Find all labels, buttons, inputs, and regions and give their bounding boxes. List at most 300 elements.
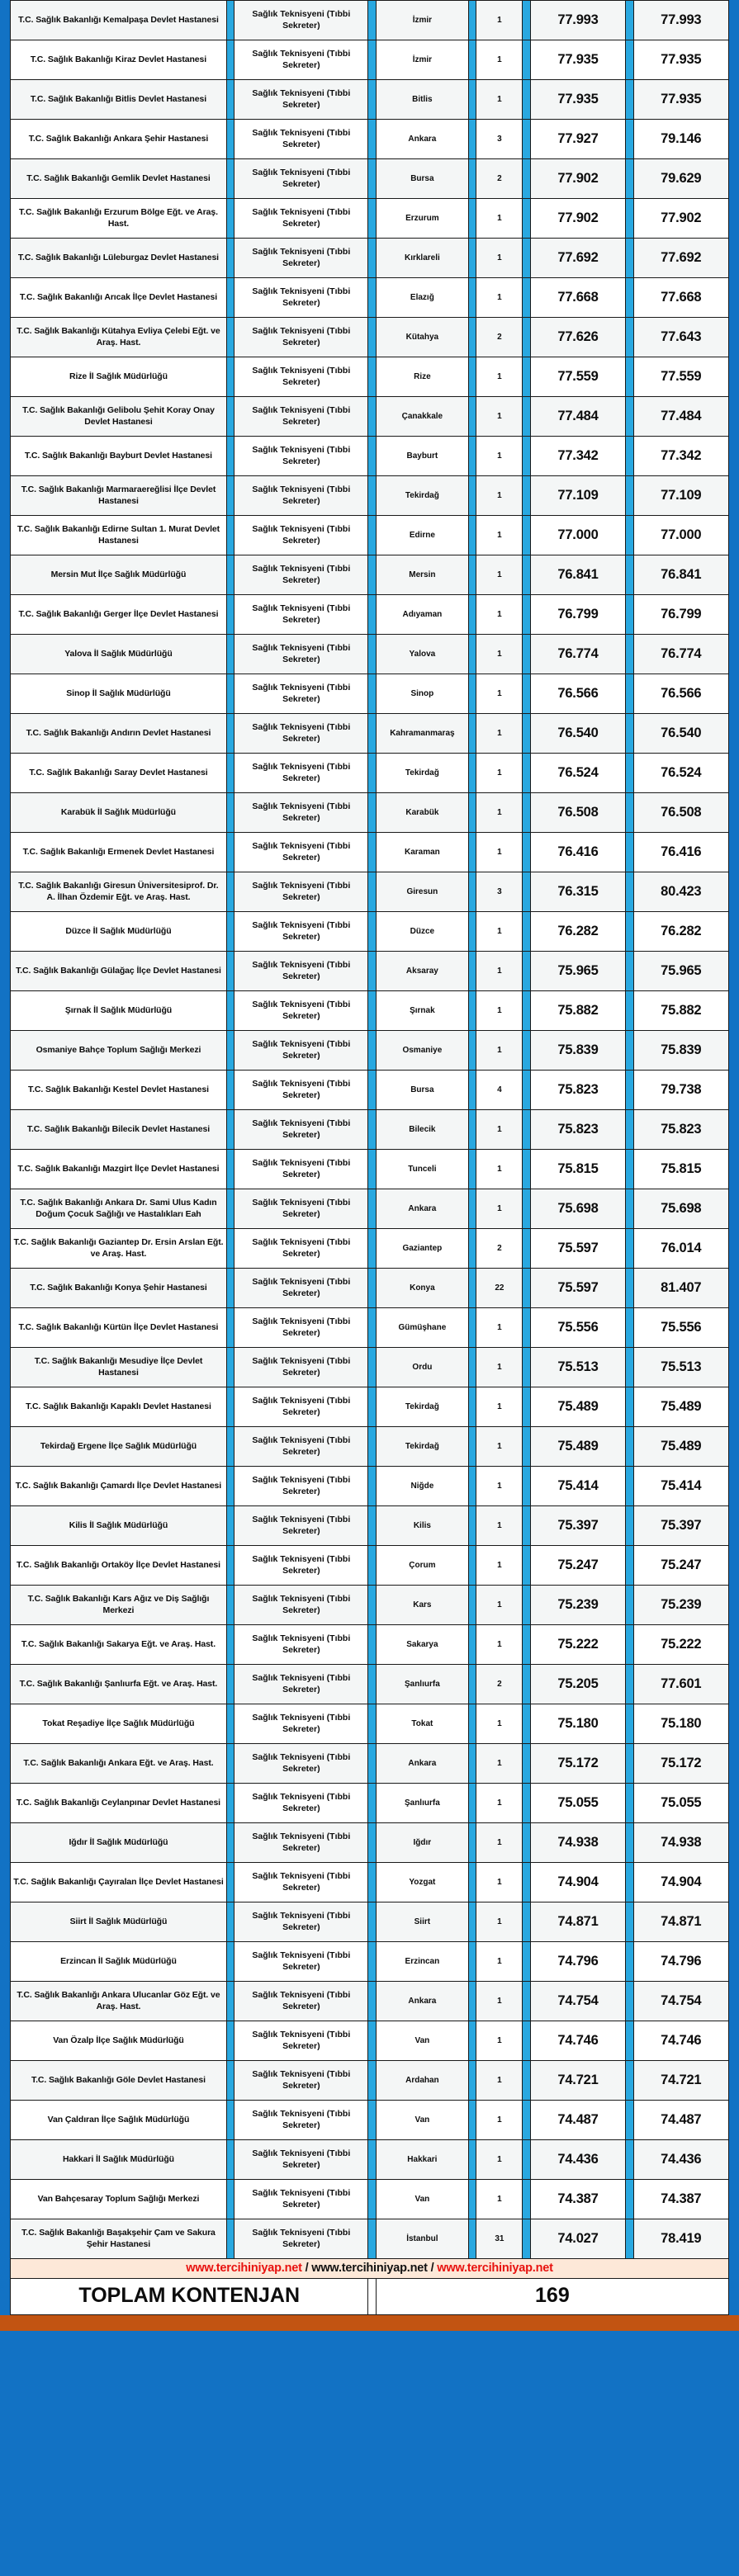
column-separator	[626, 872, 633, 912]
cell-kurum: Siirt İl Sağlık Müdürlüğü	[11, 1902, 227, 1942]
column-separator	[226, 635, 234, 674]
cell-taban-puan: 75.055	[530, 1784, 625, 1823]
column-separator	[523, 1348, 530, 1387]
column-separator	[368, 2279, 376, 2315]
cell-il: Bitlis	[376, 80, 468, 120]
column-separator	[368, 318, 376, 357]
column-separator	[368, 1625, 376, 1665]
column-separator	[368, 754, 376, 793]
table-row	[11, 2140, 729, 2180]
site-link-2[interactable]: www.tercihiniyap.net	[311, 2262, 428, 2275]
cell-il: Şanlıurfa	[376, 1665, 468, 1704]
column-separator	[626, 1546, 633, 1586]
cell-taban-puan: 77.484	[530, 397, 625, 437]
column-separator	[469, 1348, 476, 1387]
cell-kontenjan: 1	[476, 595, 523, 635]
column-separator	[226, 318, 234, 357]
column-separator	[626, 635, 633, 674]
column-separator	[226, 516, 234, 555]
cell-il: Tunceli	[376, 1150, 468, 1189]
cell-kurum: T.C. Sağlık Bakanlığı Kemalpaşa Devlet Hastanesi	[11, 1, 227, 40]
column-separator	[469, 2180, 476, 2219]
cell-tavan-puan: 77.109	[633, 476, 728, 516]
cell-kontenjan: 1	[476, 714, 523, 754]
cell-kurum: T.C. Sağlık Bakanlığı Ankara Şehir Hastanesi	[11, 120, 227, 159]
cell-tavan-puan: 75.489	[633, 1387, 728, 1427]
cell-tavan-puan: 76.282	[633, 912, 728, 952]
cell-unvan: Sağlık Teknisyeni (Tıbbi Sekreter)	[234, 2140, 368, 2180]
cell-kurum: Osmaniye Bahçe Toplum Sağlığı Merkezi	[11, 1031, 227, 1071]
column-separator	[469, 1189, 476, 1229]
cell-taban-puan: 74.027	[530, 2219, 625, 2259]
cell-kontenjan: 1	[476, 1744, 523, 1784]
table-row	[11, 754, 729, 793]
cell-kurum: T.C. Sağlık Bakanlığı Çamardı İlçe Devlet Hastanesi	[11, 1467, 227, 1506]
cell-unvan: Sağlık Teknisyeni (Tıbbi Sekreter)	[234, 1546, 368, 1586]
cell-tavan-puan: 76.540	[633, 714, 728, 754]
cell-tavan-puan: 74.387	[633, 2180, 728, 2219]
cell-kontenjan: 1	[476, 991, 523, 1031]
column-separator	[226, 1467, 234, 1506]
column-separator	[368, 516, 376, 555]
column-separator	[626, 1902, 633, 1942]
cell-tavan-puan: 74.871	[633, 1902, 728, 1942]
table-row	[11, 872, 729, 912]
column-separator	[368, 912, 376, 952]
table-row	[11, 40, 729, 80]
cell-tavan-puan: 75.180	[633, 1704, 728, 1744]
cell-il: Siirt	[376, 1902, 468, 1942]
table-row	[11, 2061, 729, 2101]
cell-kurum: T.C. Sağlık Bakanlığı Gülağaç İlçe Devlet Hastanesi	[11, 952, 227, 991]
column-separator	[523, 1902, 530, 1942]
cell-il: Elazığ	[376, 278, 468, 318]
column-separator	[626, 1427, 633, 1467]
column-separator	[626, 476, 633, 516]
cell-unvan: Sağlık Teknisyeni (Tıbbi Sekreter)	[234, 1744, 368, 1784]
column-separator	[523, 278, 530, 318]
cell-kurum: Hakkari İl Sağlık Müdürlüğü	[11, 2140, 227, 2180]
column-separator	[226, 1427, 234, 1467]
table-row	[11, 239, 729, 278]
cell-il: Rize	[376, 357, 468, 397]
column-separator	[469, 239, 476, 278]
column-separator	[469, 120, 476, 159]
column-separator	[523, 1189, 530, 1229]
column-separator	[226, 2180, 234, 2219]
table-row	[11, 1150, 729, 1189]
column-separator	[226, 674, 234, 714]
column-separator	[226, 952, 234, 991]
cell-il: Van	[376, 2180, 468, 2219]
column-separator	[469, 1229, 476, 1269]
column-separator	[523, 635, 530, 674]
column-separator	[226, 278, 234, 318]
column-separator	[523, 991, 530, 1031]
column-separator	[368, 1269, 376, 1308]
cell-tavan-puan: 74.938	[633, 1823, 728, 1863]
cell-taban-puan: 76.315	[530, 872, 625, 912]
table-row	[11, 357, 729, 397]
column-separator	[226, 1110, 234, 1150]
column-separator	[226, 476, 234, 516]
cell-kontenjan: 1	[476, 833, 523, 872]
column-separator	[626, 793, 633, 833]
cell-kurum: T.C. Sağlık Bakanlığı Ankara Eğt. ve Araş. Hast.	[11, 1744, 227, 1784]
column-separator	[523, 595, 530, 635]
cell-unvan: Sağlık Teknisyeni (Tıbbi Sekreter)	[234, 120, 368, 159]
column-separator	[226, 1902, 234, 1942]
column-separator	[626, 1625, 633, 1665]
cell-tavan-puan: 77.342	[633, 437, 728, 476]
table-row	[11, 1387, 729, 1427]
site-link-row	[11, 2259, 729, 2279]
cell-kurum: Şırnak İl Sağlık Müdürlüğü	[11, 991, 227, 1031]
column-separator	[469, 1427, 476, 1467]
cell-kontenjan: 1	[476, 1625, 523, 1665]
cell-kurum: T.C. Sağlık Bakanlığı Gemlik Devlet Hastanesi	[11, 159, 227, 199]
table-row	[11, 278, 729, 318]
cell-il: Kırklareli	[376, 239, 468, 278]
cell-il: İzmir	[376, 40, 468, 80]
cell-tavan-puan: 76.416	[633, 833, 728, 872]
column-separator	[469, 2021, 476, 2061]
column-separator	[523, 2061, 530, 2101]
cell-taban-puan: 75.882	[530, 991, 625, 1031]
cell-il: Yalova	[376, 635, 468, 674]
cell-unvan: Sağlık Teknisyeni (Tıbbi Sekreter)	[234, 555, 368, 595]
cell-taban-puan: 77.626	[530, 318, 625, 357]
cell-taban-puan: 75.698	[530, 1189, 625, 1229]
cell-il: Konya	[376, 1269, 468, 1308]
cell-kurum: Mersin Mut İlçe Sağlık Müdürlüğü	[11, 555, 227, 595]
cell-taban-puan: 75.839	[530, 1031, 625, 1071]
cell-kontenjan: 1	[476, 1308, 523, 1348]
column-separator	[469, 80, 476, 120]
column-separator	[469, 1586, 476, 1625]
cell-taban-puan: 76.524	[530, 754, 625, 793]
column-separator	[626, 239, 633, 278]
cell-kurum: T.C. Sağlık Bakanlığı Bitlis Devlet Hastanesi	[11, 80, 227, 120]
table-row	[11, 833, 729, 872]
cell-taban-puan: 77.927	[530, 120, 625, 159]
column-separator	[368, 120, 376, 159]
cell-kontenjan: 1	[476, 1823, 523, 1863]
cell-unvan: Sağlık Teknisyeni (Tıbbi Sekreter)	[234, 1942, 368, 1982]
column-separator	[368, 1784, 376, 1823]
cell-kurum: T.C. Sağlık Bakanlığı Saray Devlet Hastanesi	[11, 754, 227, 793]
cell-kontenjan: 2	[476, 1229, 523, 1269]
cell-taban-puan: 75.823	[530, 1110, 625, 1150]
column-separator	[523, 476, 530, 516]
cell-taban-puan: 75.180	[530, 1704, 625, 1744]
column-separator	[523, 2101, 530, 2140]
cell-kontenjan: 4	[476, 1071, 523, 1110]
site-link-3[interactable]: www.tercihiniyap.net	[437, 2262, 553, 2275]
column-separator	[469, 1744, 476, 1784]
cell-il: Van	[376, 2021, 468, 2061]
cell-taban-puan: 77.935	[530, 40, 625, 80]
column-separator	[626, 1, 633, 40]
column-separator	[626, 40, 633, 80]
column-separator	[368, 1031, 376, 1071]
table-row	[11, 159, 729, 199]
column-separator	[368, 1546, 376, 1586]
table-row	[11, 476, 729, 516]
column-separator	[368, 476, 376, 516]
column-separator	[368, 1744, 376, 1784]
column-separator	[226, 40, 234, 80]
cell-taban-puan: 77.692	[530, 239, 625, 278]
column-separator	[226, 1982, 234, 2021]
column-separator	[226, 199, 234, 239]
cell-unvan: Sağlık Teknisyeni (Tıbbi Sekreter)	[234, 2021, 368, 2061]
column-separator	[226, 555, 234, 595]
column-separator	[226, 1784, 234, 1823]
cell-unvan: Sağlık Teknisyeni (Tıbbi Sekreter)	[234, 437, 368, 476]
cell-taban-puan: 76.566	[530, 674, 625, 714]
column-separator	[226, 1387, 234, 1427]
cell-il: Tekirdağ	[376, 1427, 468, 1467]
column-separator	[368, 1586, 376, 1625]
cell-kurum: Van Çaldıran İlçe Sağlık Müdürlüğü	[11, 2101, 227, 2140]
cell-unvan: Sağlık Teknisyeni (Tıbbi Sekreter)	[234, 793, 368, 833]
column-separator	[226, 159, 234, 199]
column-separator	[368, 239, 376, 278]
column-separator	[626, 120, 633, 159]
column-separator	[226, 1546, 234, 1586]
cell-kurum: T.C. Sağlık Bakanlığı Edirne Sultan 1. Murat Devlet Hastanesi	[11, 516, 227, 555]
column-separator	[368, 397, 376, 437]
cell-tavan-puan: 77.692	[633, 239, 728, 278]
column-separator	[226, 1704, 234, 1744]
cell-unvan: Sağlık Teknisyeni (Tıbbi Sekreter)	[234, 2061, 368, 2101]
column-separator	[368, 1506, 376, 1546]
column-separator	[226, 1586, 234, 1625]
cell-kurum: T.C. Sağlık Bakanlığı Mesudiye İlçe Devlet Hastanesi	[11, 1348, 227, 1387]
cell-tavan-puan: 75.397	[633, 1506, 728, 1546]
cell-kurum: Karabük İl Sağlık Müdürlüğü	[11, 793, 227, 833]
column-separator	[226, 714, 234, 754]
cell-taban-puan: 74.754	[530, 1982, 625, 2021]
cell-kontenjan: 1	[476, 952, 523, 991]
cell-kurum: T.C. Sağlık Bakanlığı Kiraz Devlet Hastanesi	[11, 40, 227, 80]
column-separator	[368, 437, 376, 476]
cell-kurum: T.C. Sağlık Bakanlığı Ortaköy İlçe Devlet Hastanesi	[11, 1546, 227, 1586]
column-separator	[626, 1150, 633, 1189]
cell-unvan: Sağlık Teknisyeni (Tıbbi Sekreter)	[234, 1269, 368, 1308]
kontenjan-table	[10, 0, 729, 2315]
cell-kurum: Van Bahçesaray Toplum Sağlığı Merkezi	[11, 2180, 227, 2219]
column-separator	[226, 595, 234, 635]
column-separator	[469, 635, 476, 674]
table-row	[11, 555, 729, 595]
cell-tavan-puan: 74.436	[633, 2140, 728, 2180]
cell-kontenjan: 1	[476, 1784, 523, 1823]
total-row	[11, 2279, 729, 2315]
cell-taban-puan: 75.414	[530, 1467, 625, 1506]
column-separator	[469, 1110, 476, 1150]
cell-unvan: Sağlık Teknisyeni (Tıbbi Sekreter)	[234, 912, 368, 952]
column-separator	[469, 1, 476, 40]
cell-taban-puan: 75.205	[530, 1665, 625, 1704]
cell-tavan-puan: 74.487	[633, 2101, 728, 2140]
column-separator	[469, 1863, 476, 1902]
cell-tavan-puan: 81.407	[633, 1269, 728, 1308]
column-separator	[469, 2061, 476, 2101]
cell-kurum: T.C. Sağlık Bakanlığı Marmaraereğlisi İlçe Devlet Hastanesi	[11, 476, 227, 516]
table-row	[11, 1586, 729, 1625]
column-separator	[523, 1546, 530, 1586]
column-separator	[469, 1784, 476, 1823]
column-separator	[523, 2180, 530, 2219]
column-separator	[626, 1269, 633, 1308]
table-row	[11, 912, 729, 952]
cell-tavan-puan: 77.935	[633, 80, 728, 120]
cell-tavan-puan: 75.489	[633, 1427, 728, 1467]
cell-il: Ardahan	[376, 2061, 468, 2101]
cell-unvan: Sağlık Teknisyeni (Tıbbi Sekreter)	[234, 476, 368, 516]
site-link-1[interactable]: www.tercihiniyap.net	[186, 2262, 302, 2275]
cell-kontenjan: 1	[476, 674, 523, 714]
column-separator	[626, 278, 633, 318]
column-separator	[626, 833, 633, 872]
column-separator	[368, 1071, 376, 1110]
column-separator	[226, 1189, 234, 1229]
column-separator	[368, 2219, 376, 2259]
column-separator	[523, 1506, 530, 1546]
cell-il: Bayburt	[376, 437, 468, 476]
cell-taban-puan: 75.172	[530, 1744, 625, 1784]
cell-tavan-puan: 75.556	[633, 1308, 728, 1348]
column-separator	[523, 1308, 530, 1348]
cell-tavan-puan: 76.774	[633, 635, 728, 674]
column-separator	[523, 437, 530, 476]
cell-taban-puan: 76.841	[530, 555, 625, 595]
cell-taban-puan: 74.871	[530, 1902, 625, 1942]
cell-kontenjan: 1	[476, 516, 523, 555]
column-separator	[523, 1031, 530, 1071]
site-link-cell[interactable]	[11, 2259, 729, 2279]
column-separator	[626, 595, 633, 635]
column-separator	[368, 159, 376, 199]
cell-taban-puan: 74.436	[530, 2140, 625, 2180]
cell-il: Şanlıurfa	[376, 1784, 468, 1823]
table-row	[11, 1467, 729, 1506]
cell-tavan-puan: 75.247	[633, 1546, 728, 1586]
cell-kontenjan: 1	[476, 2061, 523, 2101]
table-row	[11, 1308, 729, 1348]
column-separator	[368, 635, 376, 674]
cell-il: Aksaray	[376, 952, 468, 991]
cell-kurum: Rize İl Sağlık Müdürlüğü	[11, 357, 227, 397]
cell-kurum: T.C. Sağlık Bakanlığı Ermenek Devlet Hastanesi	[11, 833, 227, 872]
table-row	[11, 2180, 729, 2219]
cell-tavan-puan: 75.823	[633, 1110, 728, 1150]
column-separator	[626, 1784, 633, 1823]
cell-tavan-puan: 77.993	[633, 1, 728, 40]
cell-il: Sinop	[376, 674, 468, 714]
column-separator	[226, 1071, 234, 1110]
table-row	[11, 1665, 729, 1704]
cell-tavan-puan: 76.566	[633, 674, 728, 714]
column-separator	[523, 793, 530, 833]
cell-il: Bursa	[376, 159, 468, 199]
column-separator	[626, 516, 633, 555]
column-separator	[523, 318, 530, 357]
column-separator	[523, 1269, 530, 1308]
cell-kontenjan: 2	[476, 318, 523, 357]
cell-il: Ankara	[376, 120, 468, 159]
table-row	[11, 397, 729, 437]
cell-unvan: Sağlık Teknisyeni (Tıbbi Sekreter)	[234, 833, 368, 872]
cell-il: Edirne	[376, 516, 468, 555]
column-separator	[368, 1387, 376, 1427]
cell-taban-puan: 77.668	[530, 278, 625, 318]
cell-kurum: Tokat Reşadiye İlçe Sağlık Müdürlüğü	[11, 1704, 227, 1744]
bottom-accent-bar	[0, 2315, 739, 2331]
column-separator	[226, 1625, 234, 1665]
column-separator	[523, 40, 530, 80]
column-separator	[626, 1031, 633, 1071]
cell-il: Gümüşhane	[376, 1308, 468, 1348]
cell-kurum: T.C. Sağlık Bakanlığı Bayburt Devlet Hastanesi	[11, 437, 227, 476]
cell-il: Düzce	[376, 912, 468, 952]
table-row	[11, 674, 729, 714]
cell-taban-puan: 76.416	[530, 833, 625, 872]
cell-tavan-puan: 77.601	[633, 1665, 728, 1704]
column-separator	[523, 674, 530, 714]
cell-kontenjan: 3	[476, 872, 523, 912]
table-row	[11, 1269, 729, 1308]
column-separator	[368, 80, 376, 120]
table-body	[11, 1, 729, 2259]
cell-unvan: Sağlık Teknisyeni (Tıbbi Sekreter)	[234, 595, 368, 635]
column-separator	[368, 1348, 376, 1387]
cell-tavan-puan: 76.014	[633, 1229, 728, 1269]
column-separator	[226, 2021, 234, 2061]
column-separator	[469, 437, 476, 476]
cell-taban-puan: 77.342	[530, 437, 625, 476]
cell-taban-puan: 74.721	[530, 2061, 625, 2101]
table-row	[11, 1031, 729, 1071]
cell-kurum: T.C. Sağlık Bakanlığı Konya Şehir Hastanesi	[11, 1269, 227, 1308]
cell-tavan-puan: 77.643	[633, 318, 728, 357]
column-separator	[469, 555, 476, 595]
cell-taban-puan: 75.239	[530, 1586, 625, 1625]
column-separator	[226, 2061, 234, 2101]
cell-unvan: Sağlık Teknisyeni (Tıbbi Sekreter)	[234, 1348, 368, 1387]
column-separator	[626, 1863, 633, 1902]
cell-kontenjan: 2	[476, 1665, 523, 1704]
column-separator	[368, 1110, 376, 1150]
column-separator	[523, 833, 530, 872]
cell-unvan: Sağlık Teknisyeni (Tıbbi Sekreter)	[234, 635, 368, 674]
column-separator	[226, 793, 234, 833]
table-row	[11, 1625, 729, 1665]
cell-il: Şırnak	[376, 991, 468, 1031]
cell-unvan: Sağlık Teknisyeni (Tıbbi Sekreter)	[234, 159, 368, 199]
cell-tavan-puan: 77.902	[633, 199, 728, 239]
column-separator	[626, 1704, 633, 1744]
column-separator	[523, 872, 530, 912]
cell-taban-puan: 74.796	[530, 1942, 625, 1982]
cell-kontenjan: 1	[476, 2101, 523, 2140]
column-separator	[626, 1586, 633, 1625]
column-separator	[226, 912, 234, 952]
column-separator	[469, 1467, 476, 1506]
cell-il: Kars	[376, 1586, 468, 1625]
